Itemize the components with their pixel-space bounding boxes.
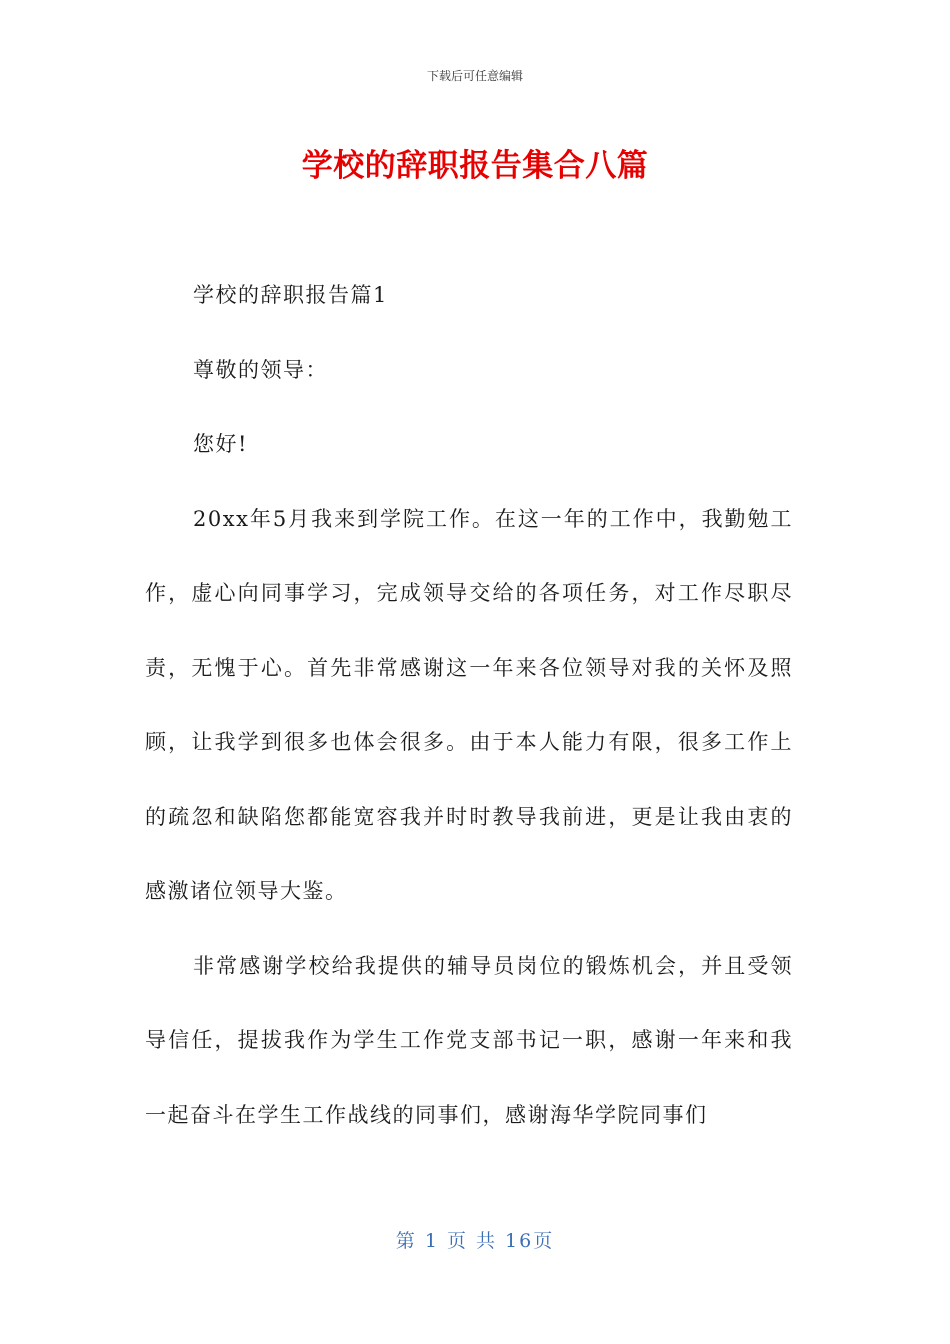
document-title: 学校的辞职报告集合八篇 bbox=[301, 148, 649, 184]
header-note: 下载后可任意编辑 bbox=[426, 69, 523, 83]
section-heading: 学校的辞职报告篇1 bbox=[193, 283, 388, 307]
document-body bbox=[145, 258, 793, 1152]
salutation: 尊敬的领导： bbox=[193, 357, 328, 382]
body-paragraph: 20xx年5月我来到学院工作。在这一年的工作中，我勤勉工作，虚心向同事学习，完成领导交给的各项任务，对工作尽职尽责，无愧于心。首先非常感谢这一年来各位领导对我的关怀及照顾，让我学到很多也体会很多。由于本人能力有限，很多工作上的疏忽和缺陷您都能宽容我并时时教导我前进，更是让我由衷的感激诸位领导大鉴。 bbox=[145, 506, 793, 903]
body-paragraph: 非常感谢学校给我提供的辅导员岗位的锻炼机会，并且受领导信任，提拔我作为学生工作党支部书记一职，感谢一年来和我一起奋斗在学生工作战线的同事们，感谢海华学院同事们 bbox=[145, 953, 793, 1127]
greeting: 您好! bbox=[193, 432, 248, 456]
page-number: 第 1 页 共 16页 bbox=[395, 1230, 555, 1252]
